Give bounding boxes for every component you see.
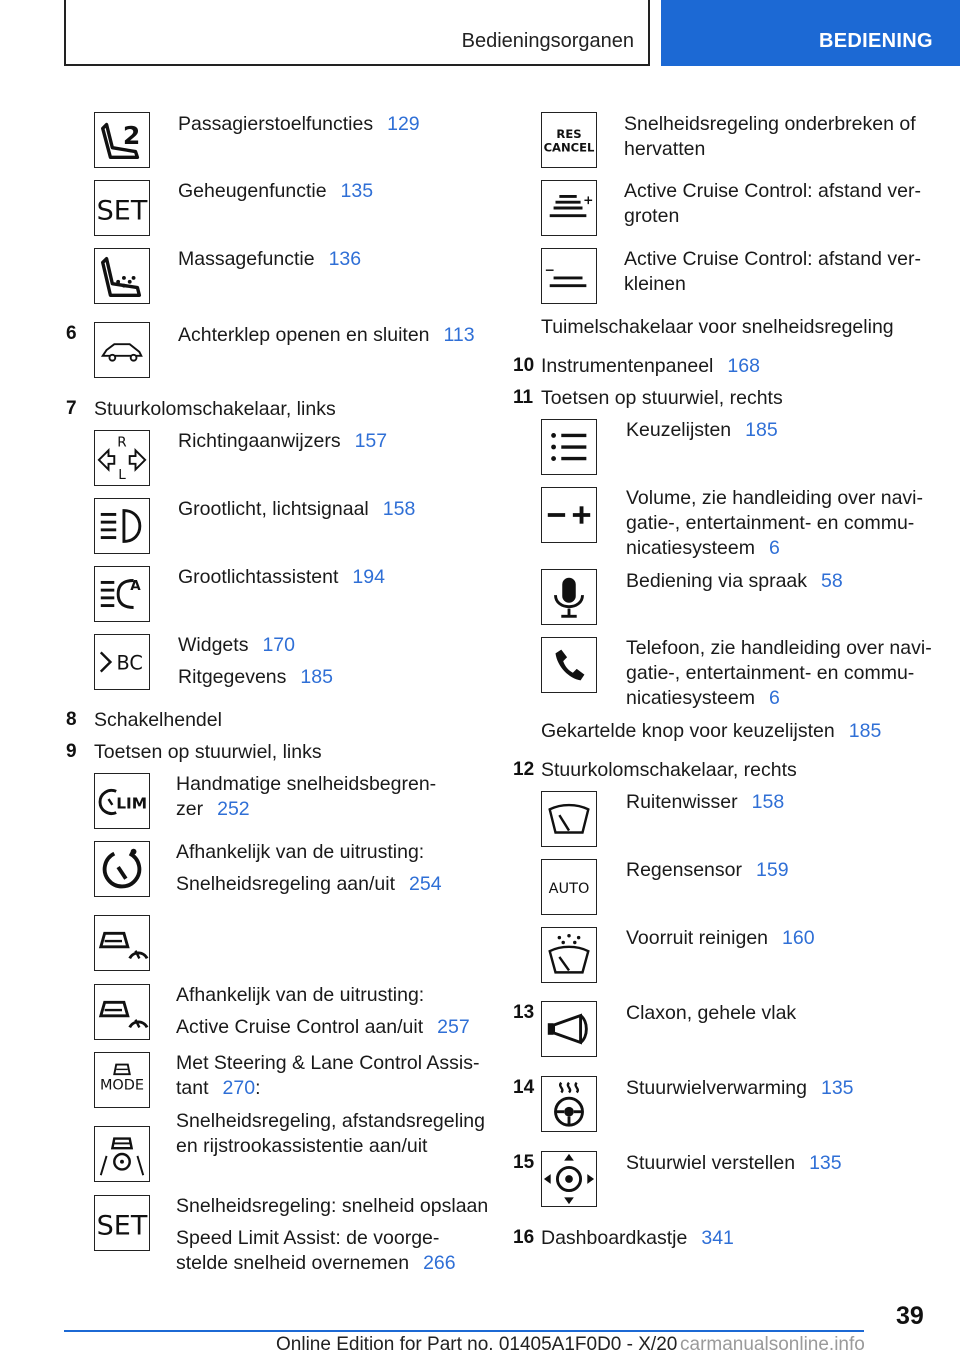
page-link[interactable]: 6 — [768, 687, 780, 709]
cruise-control-dependency: Afhankelijk van de uitrusting: — [176, 841, 425, 863]
glove-box: Dashboardkastje 341 — [541, 1227, 734, 1249]
page-link[interactable]: 170 — [262, 634, 295, 656]
page-link[interactable]: 158 — [751, 791, 785, 813]
manual-speed-limiter: Handmatige snelheidsbegren- zer 252 — [176, 773, 437, 820]
item-number: 15 — [513, 1152, 535, 1173]
horn-icon — [541, 1001, 597, 1057]
svg-text:SET: SET — [96, 195, 148, 227]
speed-limit-assist: Speed Limit Assist: de voorge- stelde snelheid overnemen 266 — [176, 1227, 456, 1274]
svg-text:LIM: LIM — [116, 794, 148, 813]
speed-distance-lane-assist: Snelheidsregeling, afstandsregeling en rijstrookassistentie aan/uit — [176, 1110, 485, 1157]
steering-wheel-heating: Stuurwielverwarming 135 — [626, 1077, 854, 1099]
cruise-distance-icon — [94, 915, 150, 971]
acc-distance-decrease: Active Cruise Control: afstand ver- kleinen — [624, 248, 921, 295]
page-link[interactable]: 185 — [745, 419, 778, 441]
tailgate-open-close: Achterklep openen en sluiten 113 — [178, 324, 475, 346]
svg-text:R: R — [117, 434, 127, 451]
item-number: 8 — [66, 709, 77, 730]
save-speed: Snelheidsregeling: snelheid opslaan — [176, 1195, 489, 1217]
phone-icon — [541, 637, 597, 693]
massage-function: Massagefunctie 136 — [178, 248, 362, 270]
header-section-box — [64, 0, 650, 66]
instrument-cluster: Instrumentenpaneel 168 — [541, 355, 760, 377]
lane-assist-icon — [94, 1126, 150, 1182]
steering-wheel-heating-icon — [541, 1076, 597, 1132]
massage-icon — [94, 248, 150, 304]
svg-text:CANCEL: CANCEL — [543, 140, 595, 155]
volume-minus-plus-icon — [541, 487, 597, 543]
page-link[interactable]: 160 — [782, 927, 815, 949]
svg-text:2: 2 — [122, 120, 141, 150]
page-link[interactable]: 159 — [756, 859, 789, 881]
set-memory-icon — [94, 180, 150, 236]
item-number: 6 — [66, 323, 77, 344]
svg-text:SET: SET — [96, 1210, 148, 1242]
item-number: 16 — [513, 1227, 535, 1248]
high-beam-icon — [94, 498, 150, 554]
page-link[interactable]: 254 — [409, 873, 442, 895]
svg-text:RES: RES — [556, 127, 582, 142]
passenger-seat-functions: Passagierstoelfuncties 129 — [178, 113, 420, 135]
windshield-washer-icon — [541, 927, 597, 983]
high-beam-assistant: Grootlichtassistent 194 — [178, 566, 385, 588]
svg-text:A: A — [130, 578, 141, 595]
item-number: 11 — [513, 387, 534, 408]
res-cancel-icon — [541, 112, 597, 168]
microphone-icon — [541, 569, 597, 625]
widgets: Widgets 170 — [178, 634, 295, 656]
header-section-title: Bedieningsorganen — [461, 30, 634, 52]
auto-rain-sensor-icon — [541, 859, 597, 915]
high-beam-flasher: Grootlicht, lichtsignaal 158 — [178, 498, 416, 520]
steering-column-switch-left: Stuurkolomschakelaar, links — [94, 398, 336, 420]
svg-text:AUTO: AUTO — [548, 880, 590, 897]
clean-windshield: Voorruit reinigen 160 — [626, 927, 815, 949]
selector-lever: Schakelhendel — [94, 709, 222, 731]
steering-wheel-buttons-right: Toetsen op stuurwiel, rechts — [541, 387, 783, 409]
page-link[interactable]: 135 — [820, 1077, 854, 1099]
acc-dependency: Afhankelijk van de uitrusting: — [176, 984, 425, 1006]
cruise-control-icon — [94, 841, 150, 897]
header-chapter-tab[interactable] — [661, 0, 960, 66]
horn: Claxon, gehele vlak — [626, 1002, 797, 1024]
page-link[interactable]: 58 — [821, 570, 843, 592]
page-link[interactable]: 136 — [328, 248, 362, 270]
cruise-control-on-off: Snelheidsregeling aan/uit 254 — [176, 873, 442, 895]
item-number: 10 — [513, 355, 535, 376]
volume: Volume, zie handleiding over navi- gatie-, entertainment- en commu- nicatiesysteem 6 — [626, 487, 924, 559]
steering-lane-control: Met Steering & Lane Control Assis- tant 270: — [176, 1052, 480, 1099]
voice-control: Bediening via spraak 58 — [626, 570, 843, 592]
steering-wheel-adjust-icon — [541, 1151, 597, 1207]
svg-text:MODE: MODE — [99, 1077, 145, 1094]
acc-on-off: Active Cruise Control aan/uit 257 — [176, 1016, 470, 1038]
page-link[interactable]: 129 — [387, 113, 420, 135]
mode-icon — [94, 1052, 150, 1108]
wipers: Ruitenwisser 158 — [626, 791, 785, 813]
distance-increase-icon — [541, 180, 597, 236]
page-link[interactable]: 113 — [443, 324, 475, 346]
page-link[interactable]: 341 — [701, 1227, 734, 1249]
acc-distance-increase: Active Cruise Control: afstand ver- groten — [624, 180, 921, 227]
footer-rule — [64, 1330, 864, 1332]
cruise-rocker-switch: Tuimelschakelaar voor snelheidsregeling — [541, 316, 894, 338]
page-link[interactable]: 6 — [768, 537, 780, 559]
page-link[interactable]: 168 — [727, 355, 760, 377]
header-chapter-title: BEDIENING — [819, 30, 933, 52]
page-link[interactable]: 194 — [352, 566, 385, 588]
wiper-icon — [541, 791, 597, 847]
rain-sensor: Regensensor 159 — [626, 859, 789, 881]
watermark: carmanualsonline.info — [680, 1334, 865, 1355]
page-link[interactable]: 266 — [423, 1252, 456, 1274]
knurled-wheel: Gekartelde knop voor keuzelijsten 185 — [541, 720, 882, 742]
distance-decrease-icon — [541, 248, 597, 304]
page-link[interactable]: 135 — [809, 1152, 842, 1174]
page-link[interactable]: 185 — [848, 720, 882, 742]
memory-function: Geheugenfunctie 135 — [178, 180, 374, 202]
item-number: 14 — [513, 1077, 535, 1098]
selection-lists: Keuzelijsten 185 — [626, 419, 778, 441]
item-number: 7 — [66, 398, 77, 419]
item-number: 9 — [66, 741, 77, 762]
speed-limiter-icon — [94, 773, 150, 829]
passenger-seat-icon — [94, 112, 150, 168]
page-link[interactable]: 185 — [300, 666, 333, 688]
turn-signal-icon — [94, 430, 150, 486]
page-number: 39 — [896, 1302, 924, 1330]
list-icon — [541, 419, 597, 475]
set-speed-icon — [94, 1195, 150, 1251]
turn-signals: Richtingaanwijzers 157 — [178, 430, 388, 452]
svg-text:L: L — [118, 467, 126, 484]
page-link[interactable]: 157 — [354, 430, 388, 452]
trip-data: Ritgegevens 185 — [178, 666, 333, 688]
online-edition-text: Online Edition for Part no. 01405A1F0D0 - X/20 — [276, 1334, 678, 1355]
page-link[interactable]: 270 — [222, 1077, 256, 1099]
active-cruise-control-icon — [94, 984, 150, 1040]
steering-column-switch-right: Stuurkolomschakelaar, rechts — [541, 759, 797, 781]
svg-text:BC: BC — [116, 651, 143, 675]
tailgate-car-icon — [94, 322, 150, 378]
bc-widgets-icon — [94, 634, 150, 690]
telephone: Telefoon, zie handleiding over navi- gatie-, entertainment- en commu- nicatiesysteem 6 — [626, 637, 932, 709]
page-link[interactable]: 257 — [437, 1016, 470, 1038]
interrupt-resume-cruise: Snelheidsregeling onderbreken of hervatten — [624, 113, 916, 160]
high-beam-assistant-icon — [94, 566, 150, 622]
page-link[interactable]: 158 — [382, 498, 416, 520]
adjust-steering-wheel: Stuurwiel verstellen 135 — [626, 1152, 842, 1174]
page-link[interactable]: 252 — [217, 798, 250, 820]
steering-wheel-buttons-left: Toetsen op stuurwiel, links — [94, 741, 322, 763]
item-number: 13 — [513, 1002, 535, 1023]
item-number: 12 — [513, 759, 535, 780]
page-link[interactable]: 135 — [340, 180, 374, 202]
